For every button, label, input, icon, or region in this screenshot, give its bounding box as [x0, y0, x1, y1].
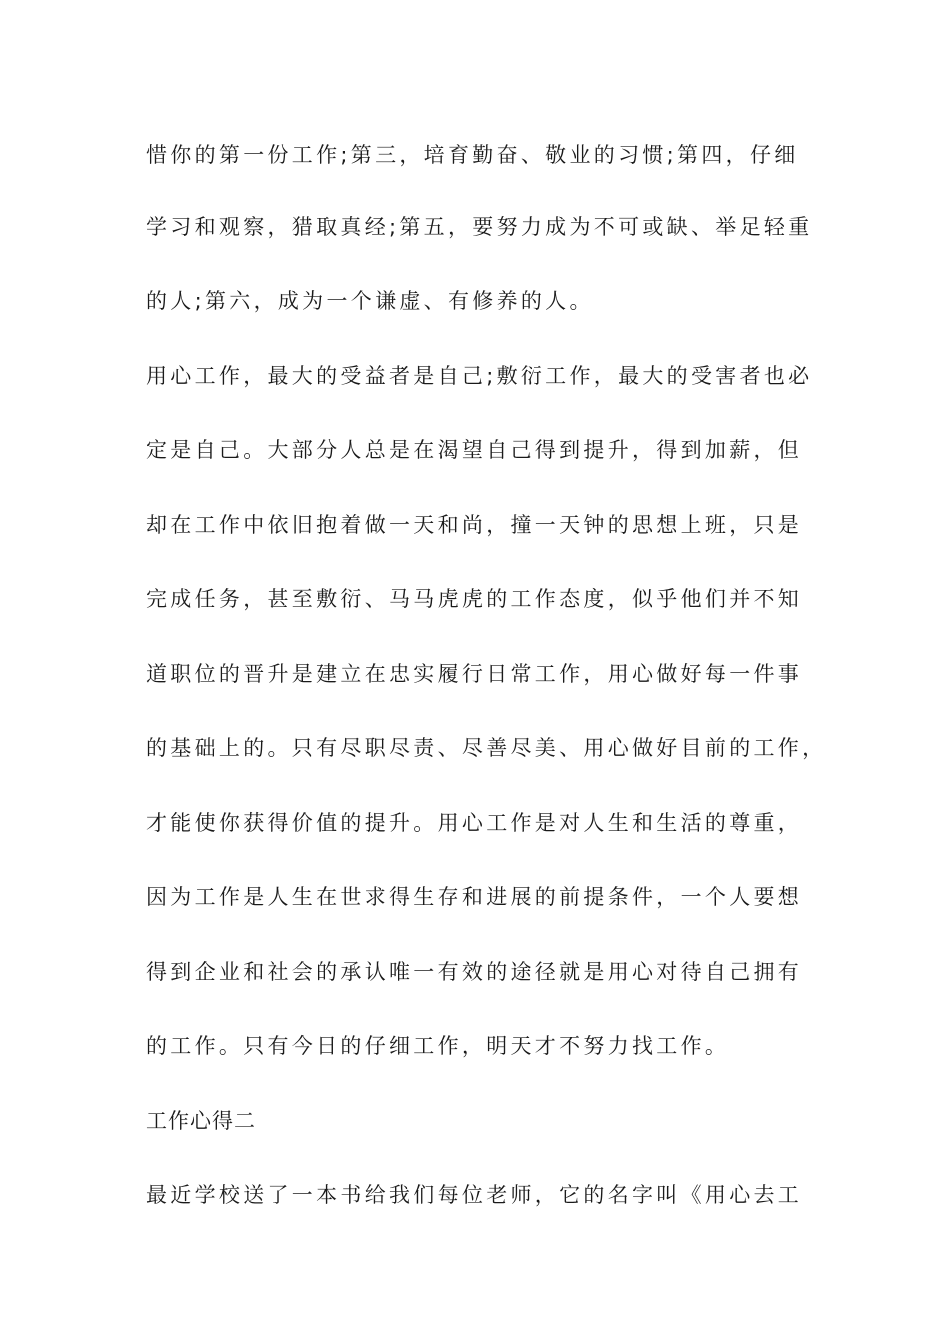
text-line: 得到企业和社会的承认唯一有效的途径就是用心对待自己拥有	[146, 960, 803, 984]
text-line: 因为工作是人生在世求得生存和进展的前提条件，一个人要想	[146, 885, 803, 909]
text-line: 定是自己。大部分人总是在渴望自己得到提升，得到加薪，但	[146, 438, 803, 462]
text-line: 的工作。只有今日的仔细工作，明天才不努力找工作。	[146, 1034, 730, 1058]
section-heading: 工作心得二	[146, 1109, 256, 1133]
text-line: 完成任务，甚至敷衍、马马虎虎的工作态度，似乎他们并不知	[146, 587, 803, 611]
text-line: 的基础上的。只有尽职尽责、尽善尽美、用心做好目前的工作，	[146, 736, 827, 760]
text-line: 惜你的第一份工作;第三，培育勤奋、敬业的习惯;第四，仔细	[146, 143, 799, 167]
text-line: 用心工作，最大的受益者是自己;敷衍工作，最大的受害者也必	[146, 364, 813, 388]
text-line: 却在工作中依旧抱着做一天和尚，撞一天钟的思想上班，只是	[146, 513, 803, 537]
text-line: 道职位的晋升是建立在忠实履行日常工作，用心做好每一件事	[146, 662, 803, 686]
text-line: 最近学校送了一本书给我们每位老师，它的名字叫《用心去工	[146, 1183, 803, 1207]
text-line: 才能使你获得价值的提升。用心工作是对人生和生活的尊重，	[146, 811, 803, 835]
text-line: 的人;第六，成为一个谦虚、有修养的人。	[146, 289, 594, 313]
text-line: 学习和观察，猎取真经;第五，要努力成为不可或缺、举足轻重	[146, 215, 813, 239]
